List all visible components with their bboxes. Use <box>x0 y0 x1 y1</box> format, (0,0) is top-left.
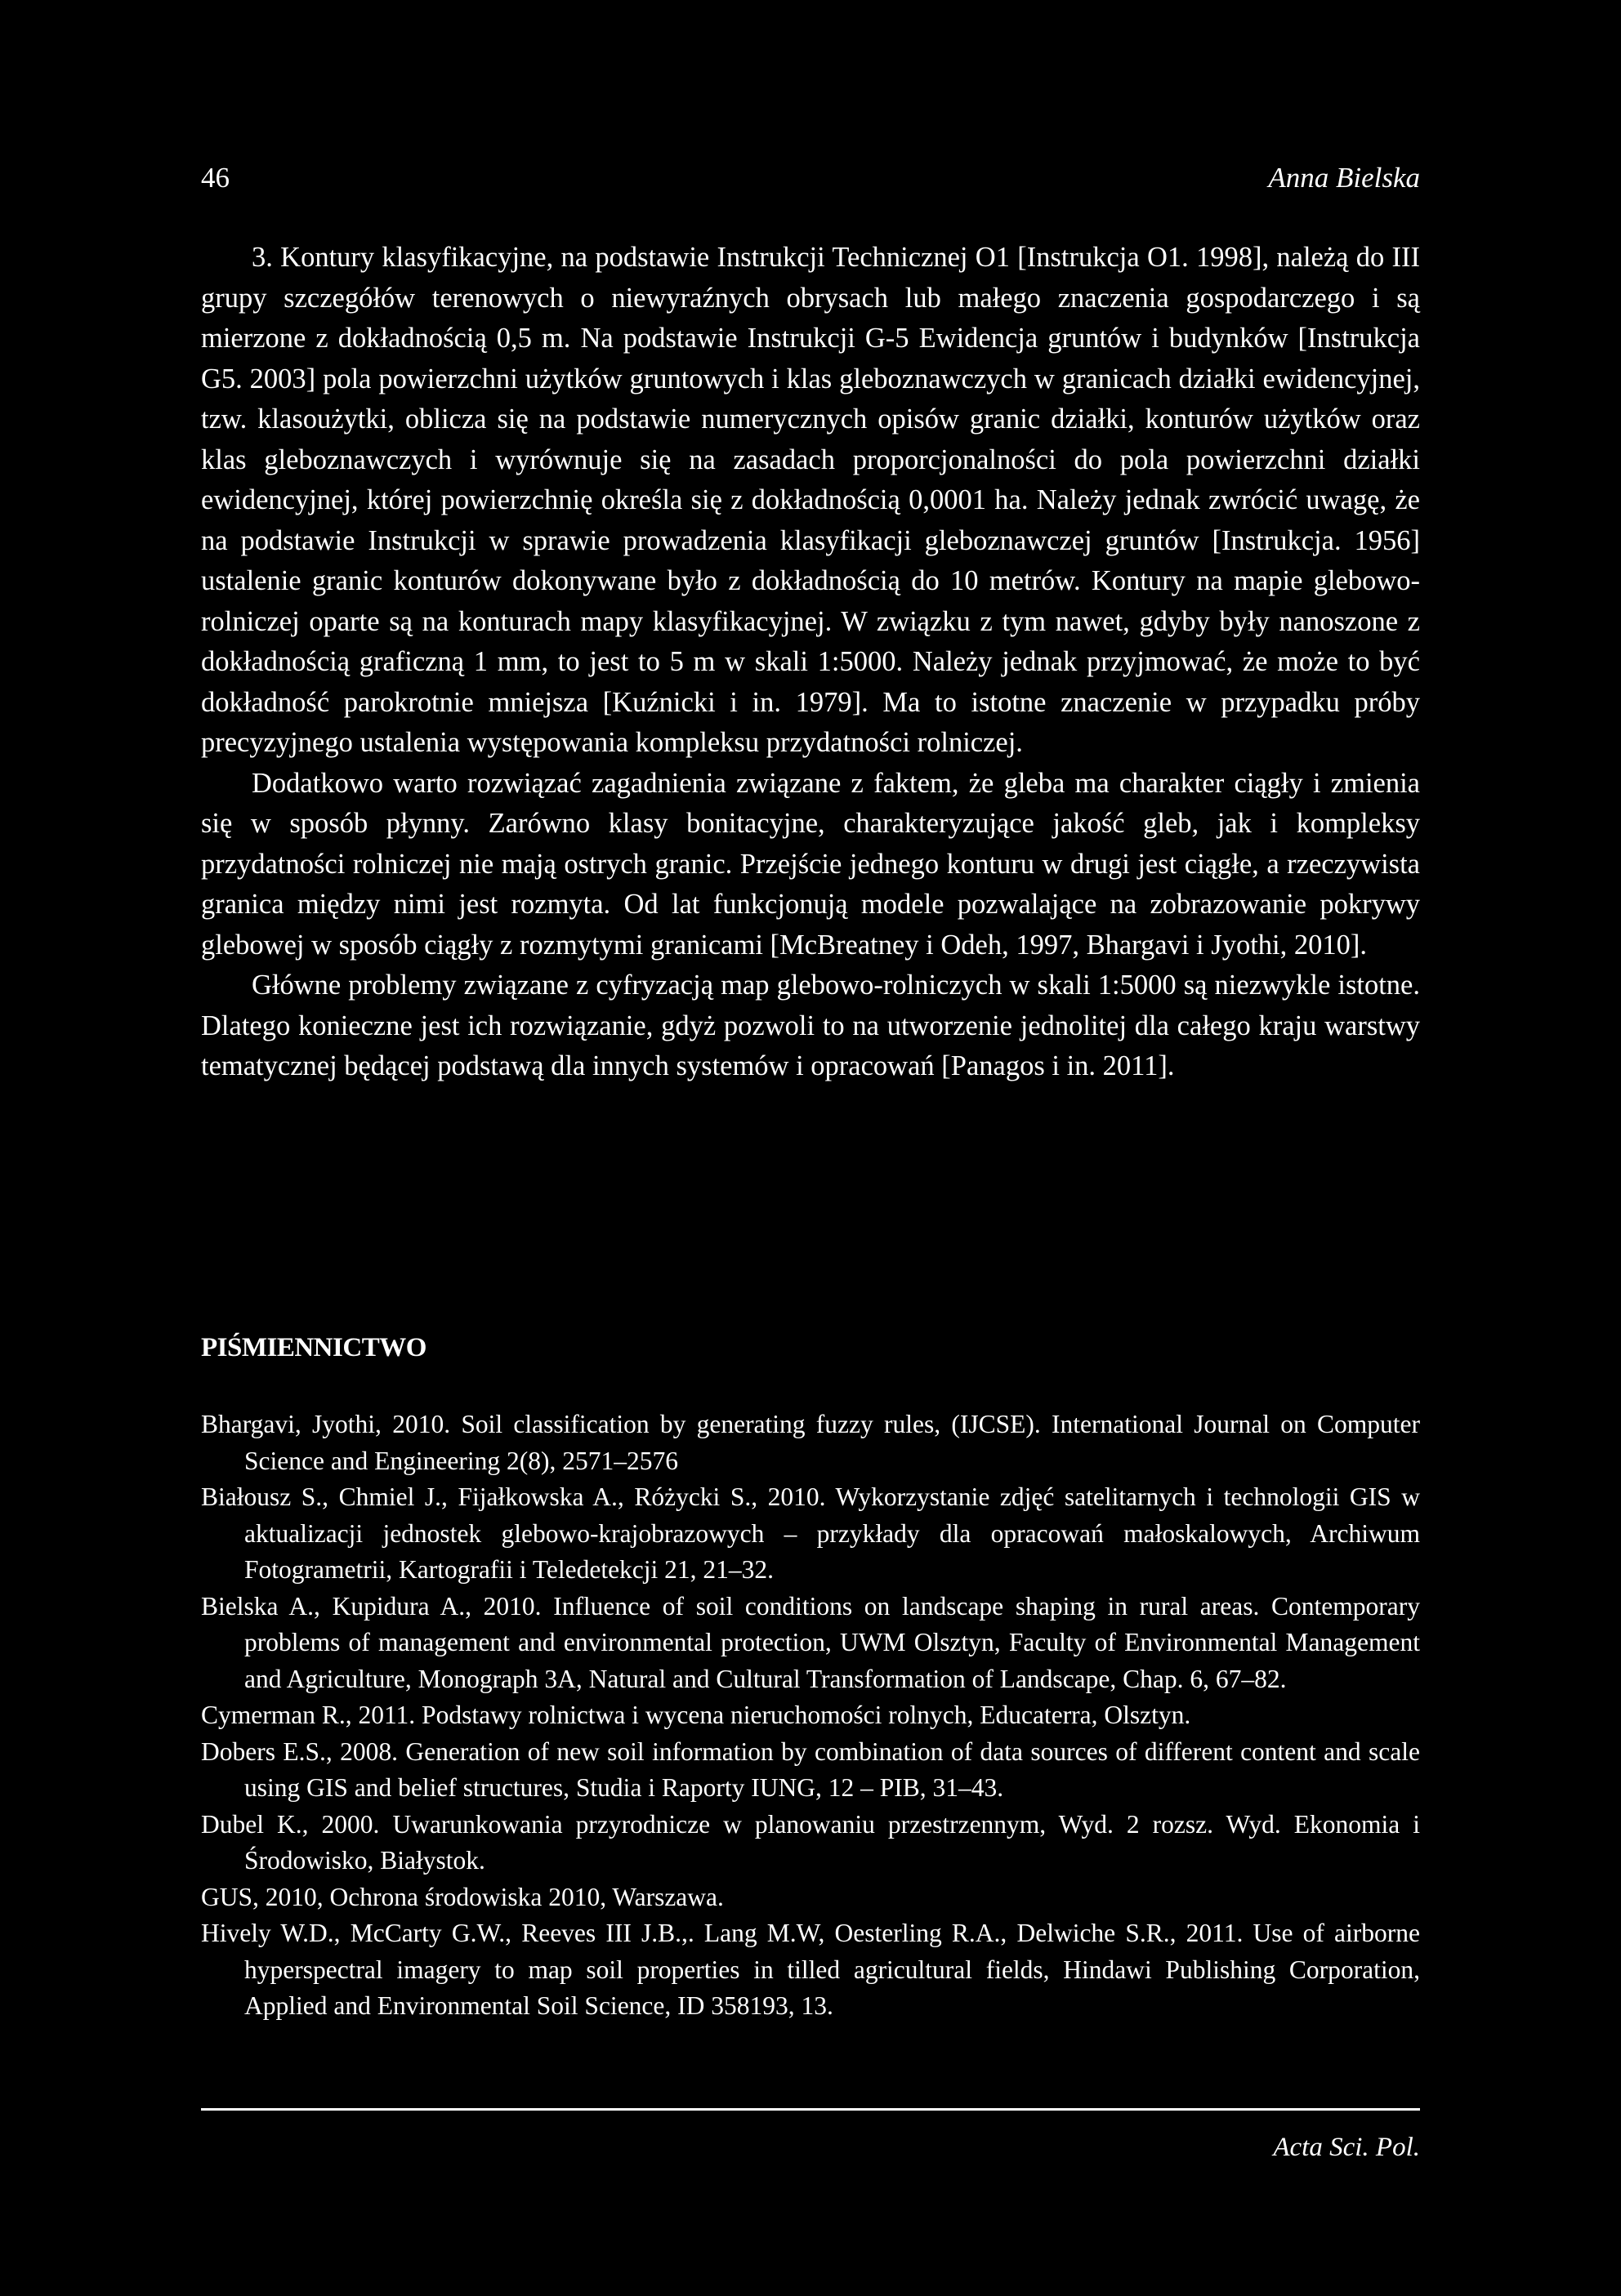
footer-rule <box>201 2108 1420 2111</box>
reference-item: Dubel K., 2000. Uwarunkowania przyrodnicze w planowaniu przestrzennym, Wyd. 2 rozsz. Wyd. Ekonomia i Środowisko, Białystok. <box>201 1809 1420 1875</box>
reference-item: Bhargavi, Jyothi, 2010. Soil classification by generating fuzzy rules, (IJCSE). International Journal on Computer Science and Engineering 2(8), 2571–2576 <box>201 1410 1420 1475</box>
footer-journal: Acta Sci. Pol. <box>1273 2133 1420 2162</box>
references-heading: PIŚMIENNICTWO <box>201 1333 426 1362</box>
reference-item: Cymerman R., 2011. Podstawy rolnictwa i wycena nieruchomości rolnych, Educaterra, Olsztyn. <box>201 1701 1191 1729</box>
running-author: Anna Bielska <box>1268 162 1420 194</box>
reference-item: Hively W.D., McCarty G.W., Reeves III J.B.,. Lang M.W, Oesterling R.A., Delwiche S.R., 2011. Use of airborne hyperspectral imagery to map soil properties in tilled agricultural fields, Hindawi Publishing Corporation, Applied and Environmental Soil Science, ID 358193, 13. <box>201 1919 1420 2020</box>
reference-item: Białousz S., Chmiel J., Fijałkowska A., Różycki S., 2010. Wykorzystanie zdjęć satelitarnych i technologii GIS w aktualizacji jednostek glebowo-krajobrazowych – przykłady dla opracowań małoskalowych, Archiwum Fotogrametrii, Kartografii i Teledetekcji 21, 21–32. <box>201 1482 1420 1584</box>
page-number: 46 <box>201 162 230 194</box>
body-paragraph: Główne problemy związane z cyfryzacją map glebowo-rolniczych w skali 1:5000 są niezwykle istotne. Dlatego konieczne jest ich rozwiązanie, gdyż pozwoli to na utworzenie jednolitej dla całego kraju warstwy tematycznej będącej podstawą dla innych systemów i opracowań [Panagos i in. 2011]. <box>201 970 1420 1081</box>
body-text <box>201 238 1420 1087</box>
reference-item: Bielska A., Kupidura A., 2010. Influence of soil conditions on landscape shaping in rural areas. Contemporary problems of management and environmental protection, UWM Olsztyn, Faculty of Environmental Management and Agriculture, Monograph 3A, Natural and Cultural Transformation of Landscape, Chap. 6, 67–82. <box>201 1591 1420 1693</box>
reference-item: Dobers E.S., 2008. Generation of new soil information by combination of data sources of different content and scale using GIS and belief structures, Studia i Raporty IUNG, 12 – PIB, 31–43. <box>201 1736 1420 1802</box>
references-list <box>201 1407 1420 2025</box>
page-header <box>201 162 1420 211</box>
body-paragraph: Dodatkowo warto rozwiązać zagadnienia związane z faktem, że gleba ma charakter ciągły i zmienia się w sposób płynny. Zarówno klasy bonitacyjne, charakteryzujące jakość gleb, jak i kompleksy przydatności rolniczej nie mają ostrych granic. Przejście jednego konturu w drugi jest ciągłe, a rzeczywista granica między nimi jest rozmyta. Od lat funkcjonują modele pozwalające na zobrazowanie pokrywy glebowej w sposób ciągły z rozmytymi granicami [McBreatney i Odeh, 1997, Bhargavi i Jyothi, 2010]. <box>201 767 1420 961</box>
body-paragraph: 3. Kontury klasyfikacyjne, na podstawie Instrukcji Technicznej O1 [Instrukcja O1. 1998], należą do III grupy szczegółów terenowych o niewyraźnych obrysach lub małego znaczenia gospodarczego i są mierzone z dokładnością 0,5 m. Na podstawie Instrukcji G-5 Ewidencja gruntów i budynków [Instrukcja G5. 2003] pola powierzchni użytków gruntowych i klas gleboznawczych w granicach działki ewidencyjnej, tzw. klasoużytki, oblicza się na podstawie numerycznych opisów granic działki, konturów użytków oraz klas gleboznawczych i wyrównuje się na zasadach proporcjonalności do pola powierzchni działki ewidencyjnej, której powierzchnię określa się z dokładnością 0,0001 ha. Należy jednak zwrócić uwagę, że na podstawie Instrukcji w sprawie prowadzenia klasyfikacji gleboznawczej gruntów [Instrukcja. 1956] ustalenie granic konturów dokonywane było z dokładnością do 10 metrów. Kontury na mapie glebowo-rolniczej oparte są na konturach mapy klasyfikacyjnej. W związku z tym nawet, gdyby były nanoszone z dokładnością graficzną 1 mm, to jest to 5 m w skali 1:5000. Należy jednak przyjmować, że może to być dokładność parokrotnie mniejsza [Kuźnicki i in. 1979]. Ma to istotne znaczenie w przypadku próby precyzyjnego ustalenia występowania kompleksu przydatności rolniczej. <box>201 242 1420 758</box>
reference-item: GUS, 2010, Ochrona środowiska 2010, Warszawa. <box>201 1882 724 1911</box>
page <box>201 0 1420 2296</box>
